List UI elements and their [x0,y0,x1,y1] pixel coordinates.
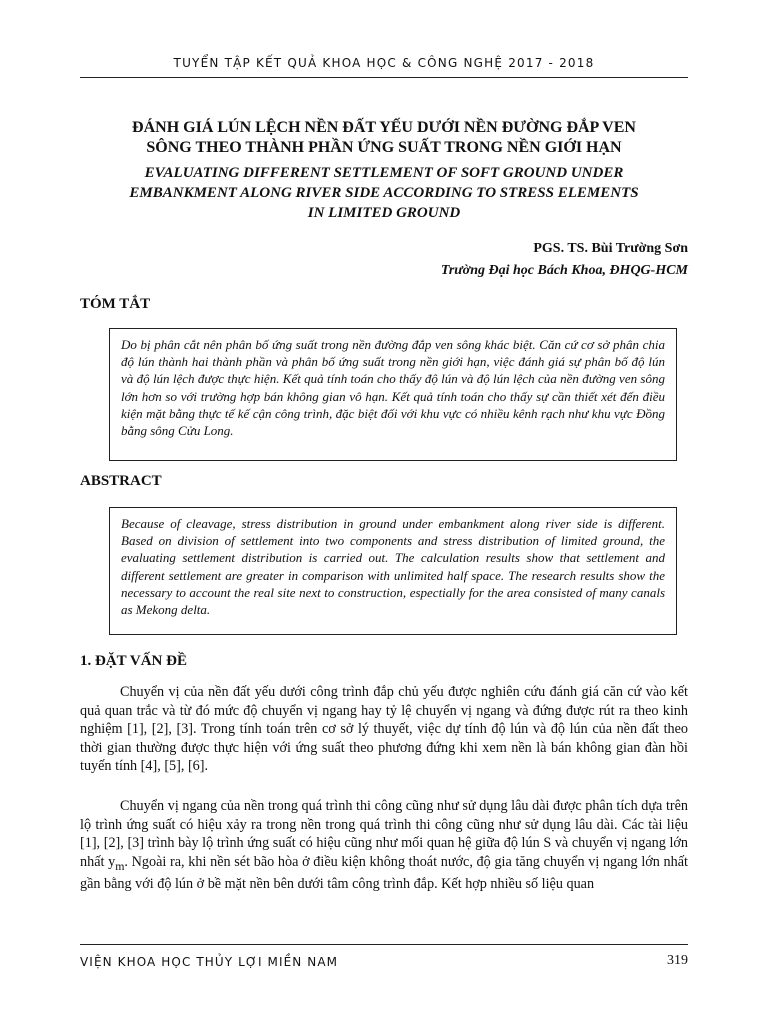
body-paragraph-1: Chuyển vị của nền đất yếu dưới công trình đắp chủ yếu được nghiên cứu đánh giá căn cứ vào kết quả quan trắc và từ đó mức độ chuyển vị ngang hay tỷ lệ chuyển vị ngang và đứng được rút ra theo kinh nghiệm [1], [2], [3]. Trong tính toán trên cơ sở lý thuyết, việc dự tính độ lún và độ lún của nền đất theo thời gian thường được thực hiện với ứng suất theo phương đứng khi xem nền là bán không gian đàn hồi tuyến tính [4], [5], [6]. [80,684,688,775]
title-en-line-2: EMBANKMENT ALONG RIVER SIDE ACCORDING TO STRESS ELEMENTS [129,185,639,201]
page-number: 319 [667,953,688,968]
title-vn-line-1: ĐÁNH GIÁ LÚN LỆCH NỀN ĐẤT YẾU DƯỚI NỀN ĐƯỜNG ĐẮP VEN [132,119,636,136]
summary-heading: TÓM TẮT [80,296,151,312]
title-en-line-1: EVALUATING DIFFERENT SETTLEMENT OF SOFT GROUND UNDER [144,165,624,181]
abstract-box [109,507,677,635]
title-vn-line-2: SÔNG THEO THÀNH PHẦN ỨNG SUẤT TRONG NỀN GIỚI HẠN [146,139,622,156]
footer-institute: VIỆN KHOA HỌC THỦY LỢI MIỀN NAM [80,955,339,969]
section-heading: 1. ĐẶT VẤN ĐỀ [80,653,187,669]
title-english [80,163,688,223]
abstract-text: Because of cleavage, stress distribution in ground under embankment along river side is different. Based on division of settlement into two components and stress distribution of limited ground, the evaluating settlement distribution is carried out. The calculation results show that settlement and different settlement are greater in comparison with unlimited half space. The research results show the necessary to account the real site next to construction, espectially for the area consisted of many canals as Mekong delta. [121,516,665,618]
summary-text: Do bị phân cắt nên phân bố ứng suất trong nền đường đắp ven sông khác biệt. Căn cứ cơ sở phân chia độ lún thành hai thành phần và phân bố ứng suất trong nền giới hạn, việc đánh giá sự phân bố độ lún và độ lún lệch được thực hiện. Kết quả tính toán cho thấy độ lún và độ lún lệch của nền đường ven sông lớn hơn so với trường hợp bán không gian vô hạn. Kết quả tính toán cho thấy sự cần thiết xét đến điều kiện mặt bằng thực tế kế cận công trình, đặc biệt đối với khu vực có nhiều kênh rạch như khu vực Đồng bằng sông Cửu Long. [121,337,665,439]
abstract-heading: ABSTRACT [80,473,162,489]
body-paragraph-2 [80,797,688,894]
paragraph-2-text: Chuyển vị ngang của nền trong quá trình thi công cũng như sử dụng lâu dài được phân tích dựa trên lộ trình ứng suất có hiệu xảy ra trong nền trong quá trình thi công cũng như sử dụng lâu dài. Các tài liệu [1], [2], [3] trình bày lộ trình ứng suất có hiệu cũng như mối quan hệ giữa độ lún S và chuyển vị ngang lớn nhất y [80,798,688,870]
footer-rule [80,944,688,945]
title-vietnamese [80,118,688,158]
author-name: PGS. TS. Bùi Trường Sơn [533,241,688,256]
summary-box [109,328,677,461]
header-rule [80,77,688,78]
title-en-line-3: IN LIMITED GROUND [307,205,461,221]
paragraph-2-continuation: . Ngoài ra, khi nền sét bão hòa ở điều kiện không thoát nước, độ gia tăng chuyển vị ngang lớn nhất gần bằng với độ lún ở bề mặt nền bên dưới tâm công trình đắp. Kết hợp nhiều số liệu quan [80,853,688,893]
running-header: TUYỂN TẬP KẾT QUẢ KHOA HỌC & CÔNG NGHỆ 2017 - 2018 [173,56,595,70]
subscript-m: m [115,858,125,873]
author-affiliation: Trường Đại học Bách Khoa, ĐHQG-HCM [440,263,688,278]
